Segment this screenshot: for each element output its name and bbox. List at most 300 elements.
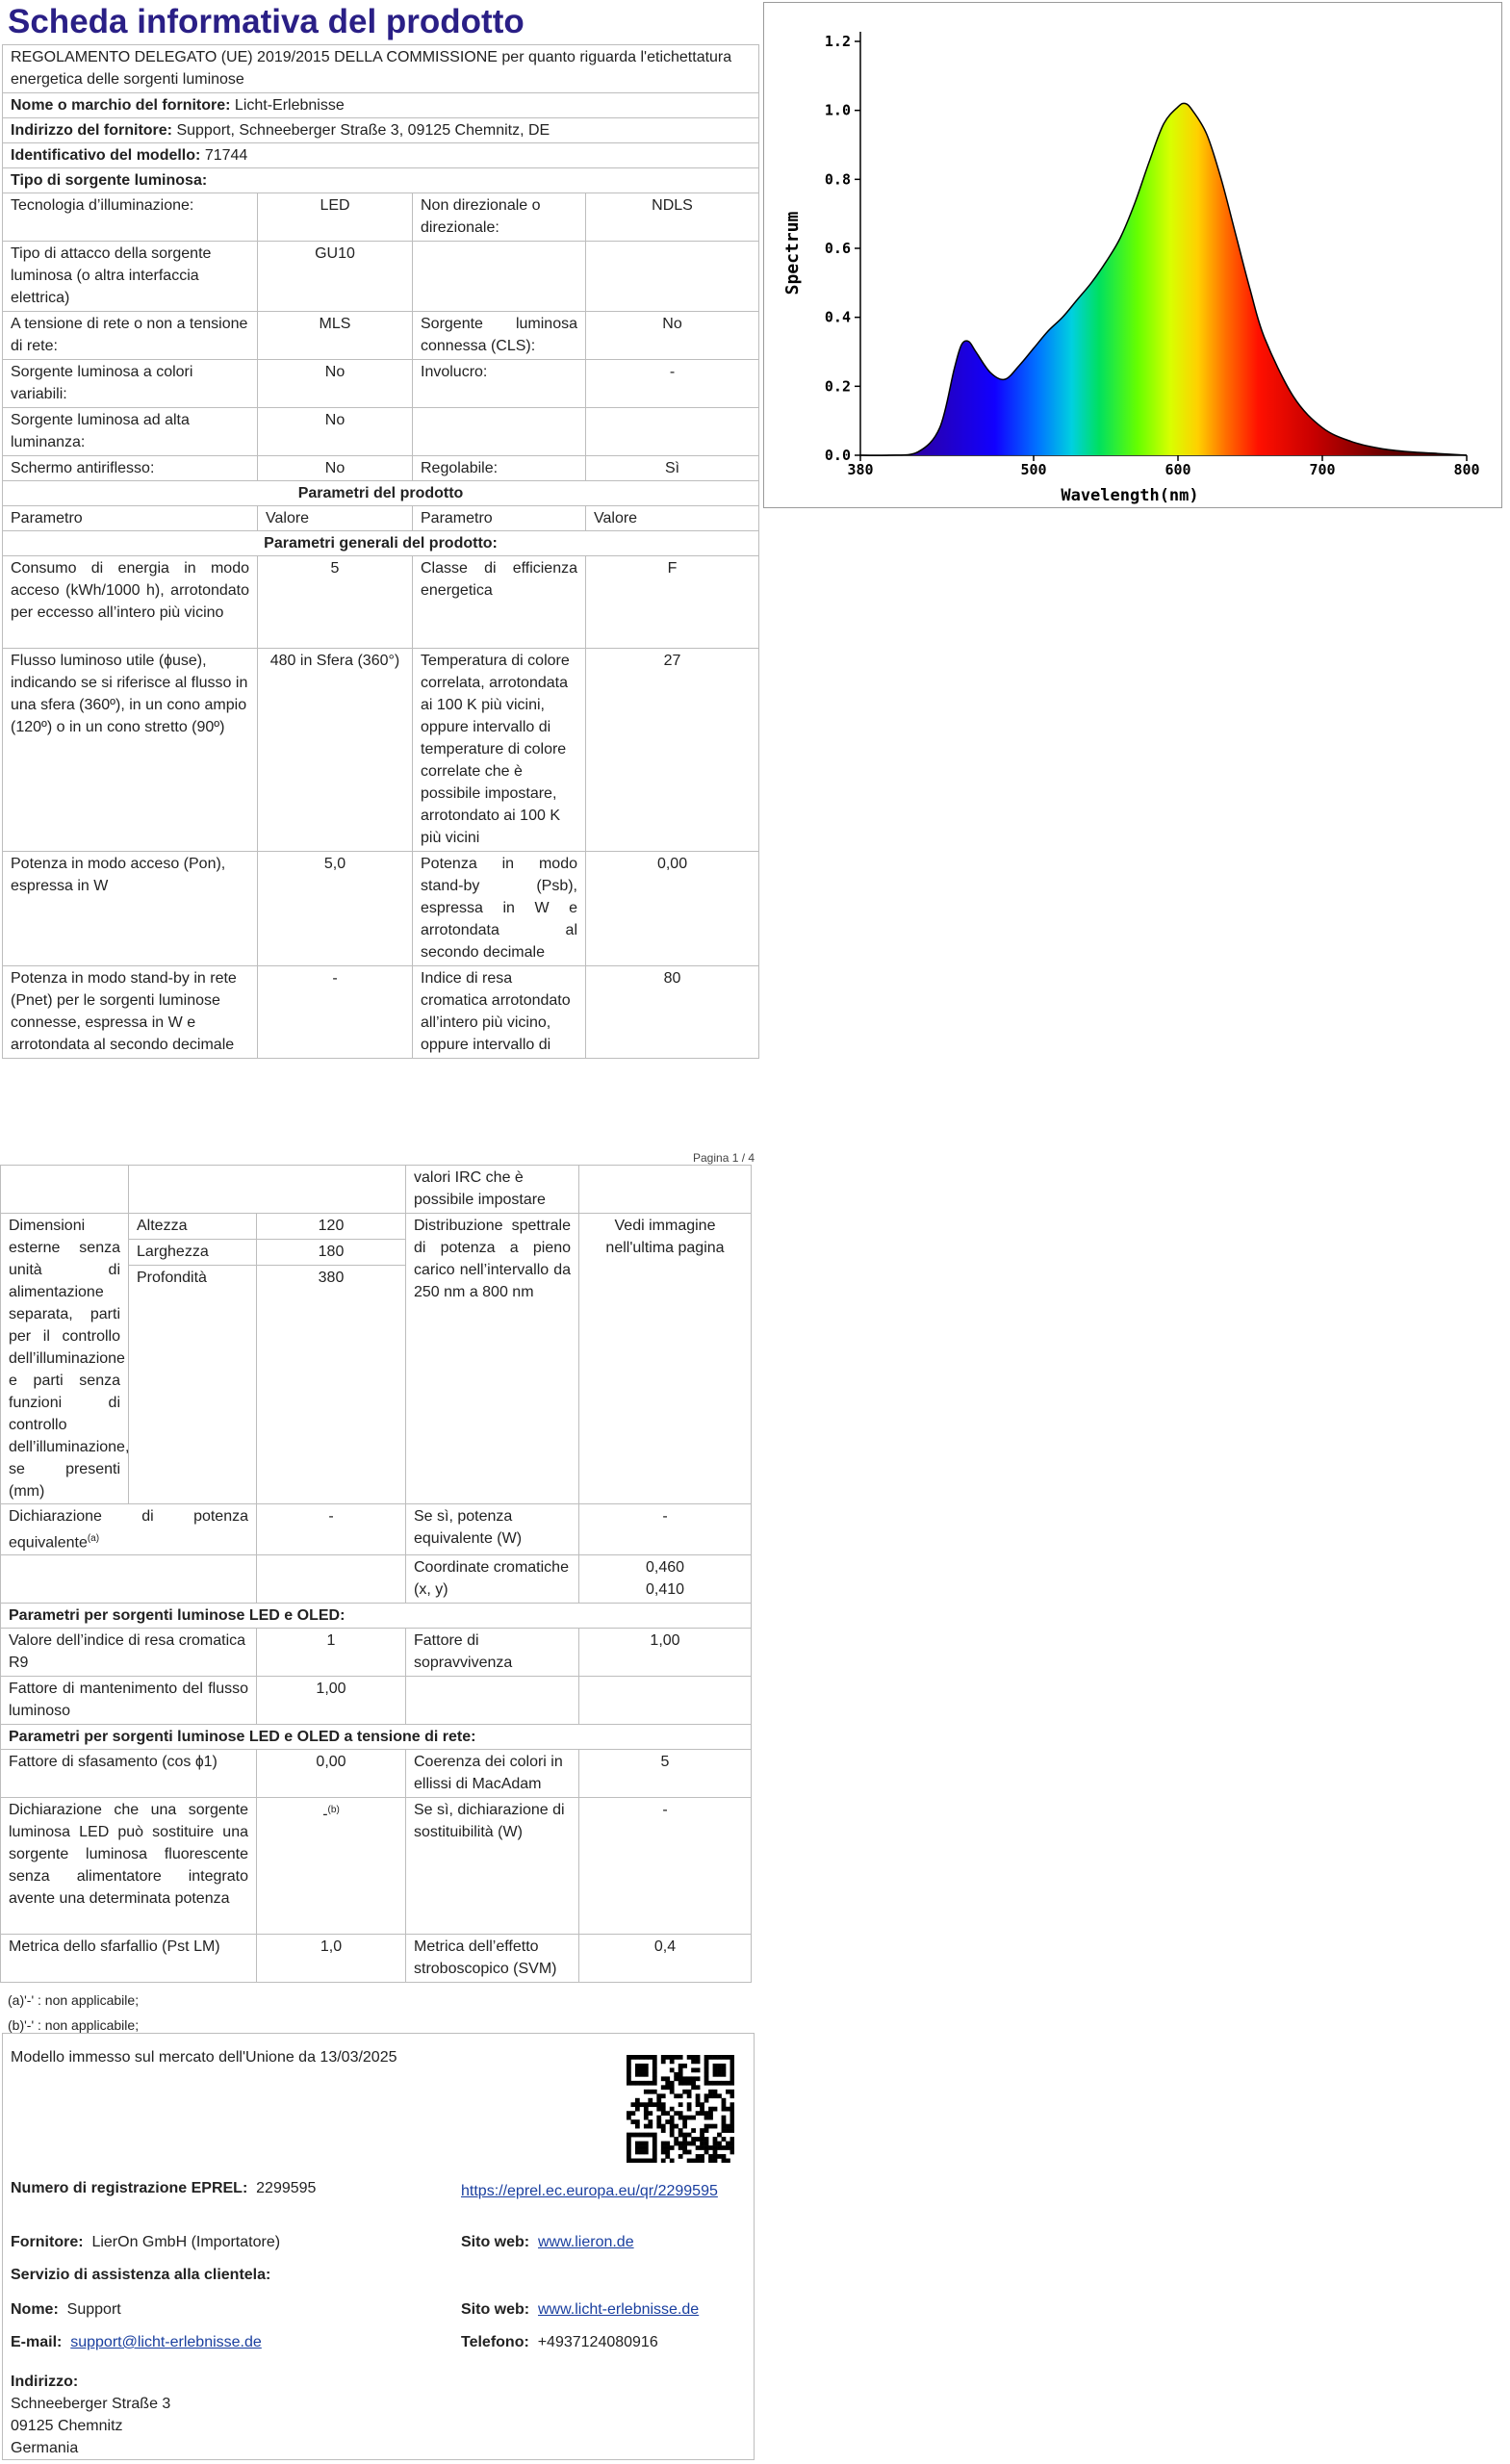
qr-module xyxy=(639,2067,644,2072)
qr-module xyxy=(678,2116,683,2120)
param-label: Valore dell’indice di resa cromatica R9 xyxy=(1,1629,257,1677)
phone-number: +4937124080916 xyxy=(537,2334,658,2350)
qr-module xyxy=(704,2124,709,2129)
qr-module xyxy=(648,2159,653,2163)
qr-module xyxy=(730,2119,734,2124)
param-value: 1,0 xyxy=(257,1935,406,1983)
qr-module xyxy=(700,2145,704,2150)
qr-module xyxy=(644,2124,649,2129)
dim-value: 380 xyxy=(257,1266,406,1504)
param-label: Metrica dell’effetto stroboscopico (SVM) xyxy=(406,1935,579,1983)
qr-module xyxy=(635,2124,640,2129)
supplier-company: LierOn GmbH (Importatore) xyxy=(91,2234,281,2250)
param-value: 1 xyxy=(257,1629,406,1677)
page-2 xyxy=(0,1165,752,2035)
qr-module xyxy=(674,2142,678,2146)
qr-module xyxy=(708,2090,713,2094)
type-label: Tecnologia d’illuminazione: xyxy=(3,193,258,242)
qr-module xyxy=(722,2145,727,2150)
qr-module xyxy=(653,2064,657,2068)
qr-module xyxy=(670,2145,675,2150)
param-label: Classe di efficienza energetica xyxy=(413,556,586,649)
page-number: Pagina 1 / 4 xyxy=(693,1151,755,1165)
col-header-value: Valore xyxy=(258,506,413,531)
qr-module xyxy=(665,2085,670,2090)
qr-module xyxy=(726,2090,730,2094)
qr-module xyxy=(696,2085,701,2090)
qr-module xyxy=(630,2111,635,2116)
qr-module xyxy=(713,2055,718,2060)
qr-module xyxy=(639,2055,644,2060)
qr-module xyxy=(635,2145,640,2150)
qr-module xyxy=(682,2145,687,2150)
qr-module xyxy=(665,2081,670,2086)
qr-module xyxy=(704,2076,709,2081)
qr-module xyxy=(687,2081,692,2086)
qr-module xyxy=(627,2154,631,2159)
x-tick-label: 800 xyxy=(1453,461,1480,478)
qr-module xyxy=(696,2098,701,2103)
qr-module xyxy=(722,2081,727,2086)
website-link-2[interactable]: www.licht-erlebnisse.de xyxy=(538,2301,700,2318)
qr-module xyxy=(696,2111,701,2116)
qr-module xyxy=(691,2142,696,2146)
address-label: Indirizzo: xyxy=(11,2374,79,2390)
qr-module xyxy=(722,2128,727,2133)
qr-module xyxy=(627,2055,631,2060)
qr-module xyxy=(708,2111,713,2116)
type-label xyxy=(413,242,586,312)
qr-module xyxy=(644,2133,649,2138)
qr-module xyxy=(678,2093,683,2098)
qr-module xyxy=(682,2142,687,2146)
qr-module xyxy=(678,2064,683,2068)
param-label: Fattore di mantenimento del flusso luminoso xyxy=(1,1677,257,1725)
qr-module xyxy=(722,2067,727,2072)
qr-module xyxy=(717,2154,722,2159)
spectrum-chart xyxy=(763,2,1502,508)
qr-module xyxy=(644,2142,649,2146)
qr-module xyxy=(717,2055,722,2060)
qr-module xyxy=(726,2055,730,2060)
eprel-link[interactable]: https://eprel.ec.europa.eu/qr/2299595 xyxy=(461,2183,718,2199)
qr-module xyxy=(653,2076,657,2081)
qr-module xyxy=(627,2067,631,2072)
supplier-row: Fornitore: LierOn GmbH (Importatore) xyxy=(11,2234,281,2250)
col-header-param: Parametro xyxy=(413,506,586,531)
qr-module xyxy=(644,2159,649,2163)
qr-module xyxy=(722,2116,727,2120)
qr-module xyxy=(644,2145,649,2150)
qr-module xyxy=(682,2064,687,2068)
qr-module xyxy=(674,2137,678,2142)
qr-module xyxy=(682,2076,687,2081)
qr-module xyxy=(670,2128,675,2133)
qr-module xyxy=(635,2159,640,2163)
page-title: Scheda informativa del prodotto xyxy=(8,3,525,40)
qr-module xyxy=(730,2124,734,2129)
qr-module xyxy=(713,2093,718,2098)
supplier-address-row: Indirizzo del fornitore: Support, Schneeberger Straße 3, 09125 Chemnitz, DE xyxy=(3,118,759,143)
param-label: Flusso luminoso utile (ɸuse), indicando se si riferisce al flusso in una sfera (360º), in un cono ampio (120º) o in un cono stretto (90º) xyxy=(3,649,258,852)
qr-module xyxy=(656,2107,661,2112)
qr-module xyxy=(656,2102,661,2107)
qr-module xyxy=(670,2119,675,2124)
qr-module xyxy=(726,2159,730,2163)
qr-module xyxy=(670,2159,675,2163)
qr-module xyxy=(678,2128,683,2133)
qr-module xyxy=(704,2111,709,2116)
qr-module xyxy=(730,2093,734,2098)
type-label: Sorgente luminosa ad alta luminanza: xyxy=(3,408,258,456)
qr-module xyxy=(627,2081,631,2086)
qr-module xyxy=(717,2145,722,2150)
qr-module xyxy=(678,2076,683,2081)
qr-module xyxy=(691,2055,696,2060)
qr-module xyxy=(713,2150,718,2155)
type-value: - xyxy=(586,360,759,408)
qr-module xyxy=(670,2133,675,2138)
qr-module xyxy=(730,2076,734,2081)
qr-module xyxy=(644,2150,649,2155)
qr-module xyxy=(704,2064,709,2068)
qr-module xyxy=(691,2128,696,2133)
type-value: Sì xyxy=(586,456,759,481)
product-info-table xyxy=(2,44,759,1059)
qr-module xyxy=(661,2059,666,2064)
col-header-value: Valore xyxy=(586,506,759,531)
qr-module xyxy=(696,2067,701,2072)
param-value: 80 xyxy=(586,966,759,1059)
qr-module xyxy=(696,2093,701,2098)
qr-module xyxy=(687,2093,692,2098)
qr-module xyxy=(713,2124,718,2129)
qr-module xyxy=(704,2055,709,2060)
qr-module xyxy=(674,2111,678,2116)
qr-module xyxy=(722,2098,727,2103)
qr-module xyxy=(704,2137,709,2142)
param-value: 5 xyxy=(258,556,413,649)
qr-module xyxy=(656,2124,661,2129)
qr-module xyxy=(726,2107,730,2112)
qr-module xyxy=(730,2107,734,2112)
qr-module xyxy=(730,2150,734,2155)
param-label: Temperatura di colore correlata, arrotondata ai 100 K più vicini, oppure intervallo di temperature di colore correlate che è possibile impostare, arrotondato ai 100 K più vicini xyxy=(413,649,586,852)
param-label: Potenza in modo acceso (Pon), espressa in W xyxy=(3,852,258,966)
qr-module xyxy=(648,2081,653,2086)
param-label: Potenza in modo stand-by in rete (Pnet) per le sorgenti luminose connesse, espressa in W e arrotondata al secondo decimale xyxy=(3,966,258,1059)
qr-module xyxy=(704,2072,709,2077)
qr-module xyxy=(730,2059,734,2064)
qr-module xyxy=(670,2107,675,2112)
qr-module xyxy=(730,2145,734,2150)
qr-module xyxy=(661,2111,666,2116)
param-label: Se sì, dichiarazione di sostituibilità (W) xyxy=(406,1798,579,1935)
qr-module xyxy=(635,2150,640,2155)
qr-module xyxy=(726,2128,730,2133)
qr-module xyxy=(687,2102,692,2107)
qr-module xyxy=(730,2116,734,2120)
qr-module xyxy=(656,2093,661,2098)
qr-module xyxy=(691,2067,696,2072)
qr-module xyxy=(687,2055,692,2060)
qr-module xyxy=(704,2116,709,2120)
param-label: valori IRC che è possibile impostare xyxy=(406,1166,579,1214)
qr-module xyxy=(653,2145,657,2150)
param-label: Dichiarazione che una sorgente luminosa LED può sostituire una sorgente luminosa fluorescente senza alimentatore integrato avente una determinata potenza xyxy=(1,1798,257,1935)
qr-module xyxy=(696,2076,701,2081)
qr-module xyxy=(730,2111,734,2116)
param-label: Fattore di sopravvivenza xyxy=(406,1629,579,1677)
qr-module xyxy=(722,2119,727,2124)
type-value: LED xyxy=(258,193,413,242)
qr-module xyxy=(700,2111,704,2116)
param-value: 1,00 xyxy=(579,1629,752,1677)
qr-module xyxy=(678,2067,683,2072)
qr-module xyxy=(653,2055,657,2060)
qr-module xyxy=(704,2098,709,2103)
qr-module xyxy=(730,2142,734,2146)
qr-module xyxy=(687,2142,692,2146)
qr-module xyxy=(627,2142,631,2146)
qr-module xyxy=(656,2119,661,2124)
qr-module xyxy=(696,2102,701,2107)
spectrum-chart-svg xyxy=(764,3,1501,507)
eprel-number: 2299595 xyxy=(256,2180,317,2196)
qr-module xyxy=(635,2081,640,2086)
x-axis-label: Wavelength(nm) xyxy=(1061,486,1199,505)
qr-module xyxy=(708,2107,713,2112)
supplier-address: Support, Schneeberger Straße 3, 09125 Chemnitz, DE xyxy=(176,122,550,139)
qr-module xyxy=(635,2119,640,2124)
qr-module xyxy=(704,2145,709,2150)
qr-module xyxy=(665,2055,670,2060)
qr-module xyxy=(722,2064,727,2068)
qr-module xyxy=(704,2067,709,2072)
qr-module xyxy=(661,2085,666,2090)
footnote-b: (b)'-' : non applicabile; xyxy=(8,2017,140,2034)
y-tick-label: 0.0 xyxy=(824,447,851,464)
param-value: 0,00 xyxy=(257,1750,406,1798)
qr-module xyxy=(653,2081,657,2086)
phone-row: Telefono: +4937124080916 xyxy=(461,2334,658,2350)
qr-module xyxy=(644,2116,649,2120)
qr-module xyxy=(674,2072,678,2077)
type-label: Schermo antiriflesso: xyxy=(3,456,258,481)
param-value: 1,00 xyxy=(257,1677,406,1725)
address-line: Germania xyxy=(11,2440,79,2456)
qr-module xyxy=(708,2124,713,2129)
qr-module xyxy=(713,2154,718,2159)
contact-name: Support xyxy=(66,2301,121,2318)
qr-module xyxy=(678,2102,683,2107)
qr-module xyxy=(674,2055,678,2060)
led-params-heading: Parametri per sorgenti luminose LED e OLED: xyxy=(1,1604,752,1629)
qr-module xyxy=(670,2055,675,2060)
customer-service-heading: Servizio di assistenza alla clientela: xyxy=(11,2267,271,2283)
eprel-number-row: Numero di registrazione EPREL: 2299595 xyxy=(11,2180,317,2196)
qr-module xyxy=(722,2055,727,2060)
col-header-param: Parametro xyxy=(3,506,258,531)
qr-module xyxy=(717,2072,722,2077)
param-value: - xyxy=(579,1798,752,1935)
qr-module xyxy=(700,2137,704,2142)
qr-module xyxy=(717,2064,722,2068)
type-value: No xyxy=(258,408,413,456)
param-value: -$^{(b)}$ xyxy=(257,1798,406,1935)
qr-module xyxy=(635,2067,640,2072)
qr-module xyxy=(700,2142,704,2146)
qr-module xyxy=(648,2111,653,2116)
type-value: No xyxy=(258,360,413,408)
regulation-text: REGOLAMENTO DELEGATO (UE) 2019/2015 DELLA COMMISSIONE per quanto riguarda l'etichettatura energetica delle sorgenti luminose xyxy=(3,45,759,93)
qr-code[interactable] xyxy=(627,2055,734,2163)
qr-module xyxy=(627,2137,631,2142)
product-params-heading: Parametri del prodotto xyxy=(3,481,759,506)
params-table-continued xyxy=(0,1165,752,1983)
qr-module xyxy=(682,2133,687,2138)
param-label: Metrica dello sfarfallio (Pst LM) xyxy=(1,1935,257,1983)
type-value: NDLS xyxy=(586,193,759,242)
type-value xyxy=(586,242,759,312)
qr-module xyxy=(627,2150,631,2155)
qr-module xyxy=(653,2142,657,2146)
qr-module xyxy=(717,2081,722,2086)
qr-module xyxy=(682,2124,687,2129)
qr-module xyxy=(722,2107,727,2112)
type-label: A tensione di rete o non a tensione di rete: xyxy=(3,312,258,360)
website-row-2: Sito web: www.licht-erlebnisse.de xyxy=(461,2301,700,2318)
qr-module xyxy=(630,2102,635,2107)
qr-module xyxy=(726,2145,730,2150)
qr-module xyxy=(653,2059,657,2064)
mains-params-heading: Parametri per sorgenti luminose LED e OLED a tensione di rete: xyxy=(1,1725,752,1750)
param-value: F xyxy=(586,556,759,649)
model-id: 71744 xyxy=(204,147,248,164)
qr-module xyxy=(708,2154,713,2159)
qr-module xyxy=(678,2072,683,2077)
qr-module xyxy=(717,2067,722,2072)
y-tick-label: 1.0 xyxy=(824,101,851,119)
qr-module xyxy=(635,2102,640,2107)
qr-module xyxy=(713,2137,718,2142)
qr-module xyxy=(627,2159,631,2163)
param-label: Coordinate cromatiche (x, y) xyxy=(406,1555,579,1604)
qr-module xyxy=(644,2072,649,2077)
qr-module xyxy=(708,2116,713,2120)
param-value: 0,4 xyxy=(579,1935,752,1983)
qr-module xyxy=(653,2090,657,2094)
qr-module xyxy=(630,2159,635,2163)
qr-module xyxy=(713,2072,718,2077)
qr-module xyxy=(661,2142,666,2146)
qr-module xyxy=(670,2116,675,2120)
qr-module xyxy=(639,2081,644,2086)
qr-module xyxy=(661,2145,666,2150)
qr-module xyxy=(670,2081,675,2086)
qr-module xyxy=(644,2064,649,2068)
qr-module xyxy=(722,2124,727,2129)
qr-module xyxy=(708,2145,713,2150)
qr-module xyxy=(713,2090,718,2094)
qr-module xyxy=(726,2081,730,2086)
y-axis-label: Spectrum xyxy=(782,211,803,295)
qr-module xyxy=(691,2159,696,2163)
qr-module xyxy=(700,2107,704,2112)
param-label: Indice di resa cromatica arrotondato all’intero più vicino, oppure intervallo di xyxy=(413,966,586,1059)
param-value: 27 xyxy=(586,649,759,852)
qr-module xyxy=(691,2085,696,2090)
param-label: Coerenza dei colori in ellissi di MacAdam xyxy=(406,1750,579,1798)
qr-module xyxy=(648,2119,653,2124)
qr-module xyxy=(696,2055,701,2060)
qr-module xyxy=(696,2059,701,2064)
qr-module xyxy=(635,2072,640,2077)
qr-module xyxy=(670,2067,675,2072)
qr-module xyxy=(696,2145,701,2150)
type-value: No xyxy=(258,456,413,481)
dimensions-label: Dimensioni esterne senza unità di alimentazione separata, parti per il controllo dell’illuminazione e parti senza funzioni di controllo dell’illuminazione, se presenti (mm) xyxy=(1,1214,129,1504)
website-link-1[interactable]: www.lieron.de xyxy=(538,2234,634,2250)
model-id-row: Identificativo del modello: 71744 xyxy=(3,143,759,168)
qr-module xyxy=(713,2159,718,2163)
spd-value: Vedi immagine nell'ultima pagina xyxy=(579,1214,752,1504)
type-label: Sorgente luminosa a colori variabili: xyxy=(3,360,258,408)
qr-module xyxy=(644,2102,649,2107)
qr-module xyxy=(730,2067,734,2072)
qr-module xyxy=(635,2133,640,2138)
qr-module xyxy=(644,2107,649,2112)
qr-module xyxy=(713,2064,718,2068)
qr-module xyxy=(661,2093,666,2098)
qr-module xyxy=(674,2124,678,2129)
qr-module xyxy=(713,2142,718,2146)
qr-module xyxy=(674,2076,678,2081)
qr-module xyxy=(639,2142,644,2146)
param-value: - xyxy=(258,966,413,1059)
qr-module xyxy=(661,2107,666,2112)
qr-module xyxy=(713,2107,718,2112)
qr-module xyxy=(665,2111,670,2116)
qr-module xyxy=(630,2133,635,2138)
qr-module xyxy=(722,2154,727,2159)
param-label: Consumo di energia in modo acceso (kWh/1000 h), arrotondato per eccesso all’intero più vicino xyxy=(3,556,258,649)
qr-module xyxy=(648,2124,653,2129)
qr-module xyxy=(687,2090,692,2094)
qr-module xyxy=(687,2159,692,2163)
qr-module xyxy=(682,2150,687,2155)
qr-module xyxy=(653,2154,657,2159)
qr-module xyxy=(627,2116,631,2120)
type-label: Involucro: xyxy=(413,360,586,408)
qr-module xyxy=(730,2064,734,2068)
email-link[interactable]: support@licht-erlebnisse.de xyxy=(70,2334,262,2350)
qr-module xyxy=(687,2107,692,2112)
qr-module xyxy=(665,2150,670,2155)
qr-module xyxy=(726,2124,730,2129)
qr-module xyxy=(691,2081,696,2086)
qr-module xyxy=(630,2119,635,2124)
x-tick-label: 600 xyxy=(1164,461,1191,478)
qr-module xyxy=(704,2081,709,2086)
market-date: Modello immesso sul mercato dell'Unione da 13/03/2025 xyxy=(11,2049,397,2066)
qr-module xyxy=(661,2124,666,2129)
qr-module xyxy=(687,2076,692,2081)
qr-module xyxy=(670,2085,675,2090)
qr-module xyxy=(696,2159,701,2163)
qr-module xyxy=(691,2076,696,2081)
qr-module xyxy=(644,2055,649,2060)
